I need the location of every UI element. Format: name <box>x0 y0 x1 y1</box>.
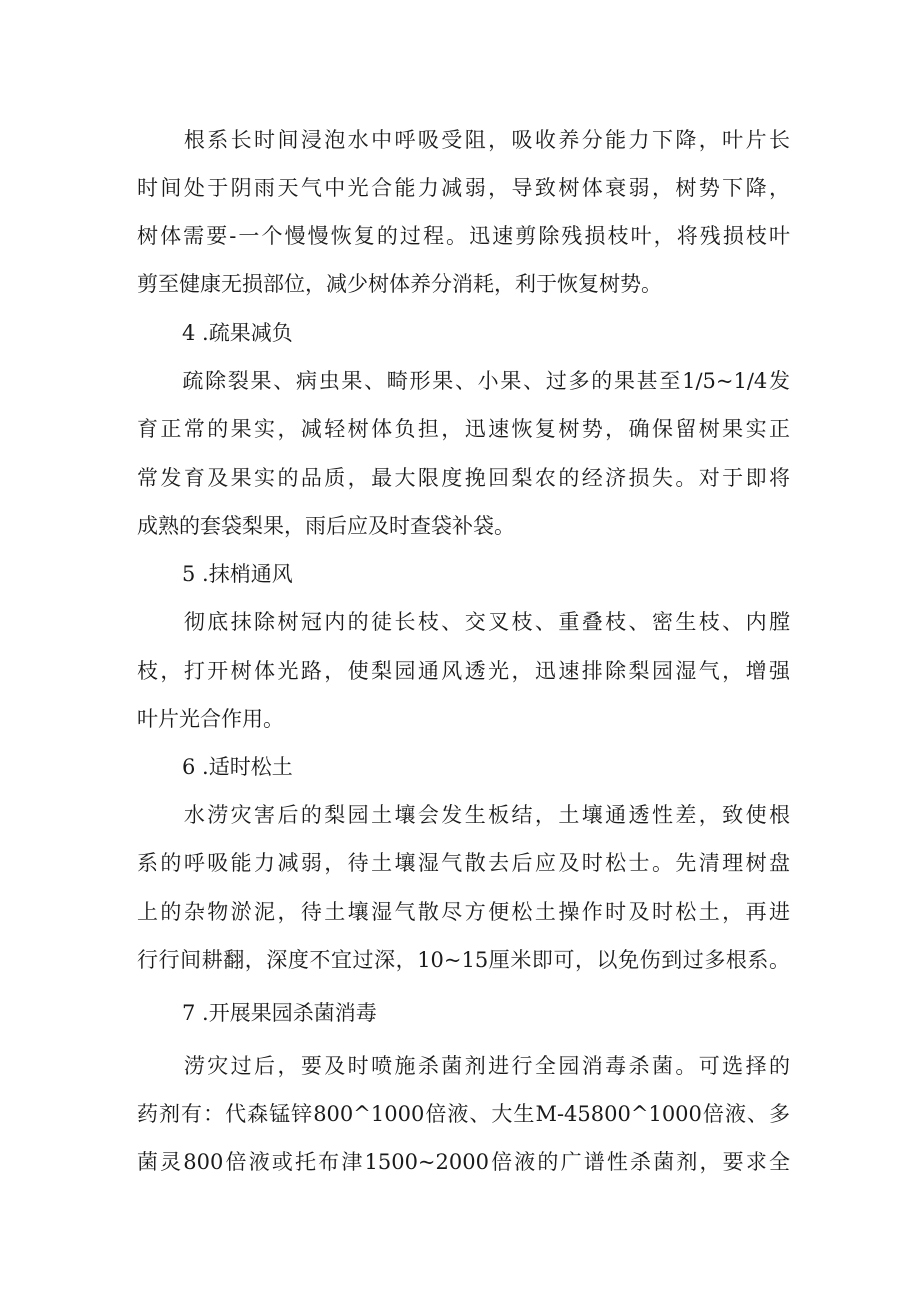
paragraph-7-line-3: 菌灵800倍液或托布津1500~2000倍液的广谱性杀菌剂，要求全 <box>137 1150 790 1174</box>
paragraph-7-line-2: 药剂有：代森锰锌800^1000倍液、大生M-45800^1000倍液、多 <box>137 1102 790 1126</box>
paragraph-4-line-3: 常发育及果实的品质，最大限度挽回梨农的经济损失。对于即将 <box>137 466 790 490</box>
paragraph-6-line-3: 上的杂物淤泥，待土壤湿气散尽方便松土操作时及时松土，再进 <box>137 900 790 924</box>
paragraph-1-line-3: 树体需要-一个慢慢恢复的过程。迅速剪除残损枝叶，将残损枝叶 <box>137 224 790 248</box>
section-heading-5: 5 .抹梢通风 <box>182 562 293 586</box>
paragraph-7-line-1: 涝灾过后，要及时喷施杀菌剂进行全园消毒杀菌。可选择的 <box>137 1054 790 1078</box>
paragraph-4-line-1: 疏除裂果、病虫果、畸形果、小果、过多的果甚至1∕5~1∕4发 <box>137 369 790 393</box>
paragraph-5-line-2: 枝，打开树体光路，使梨园通风透光，迅速排除梨园湿气，增强 <box>137 659 790 683</box>
paragraph-4-line-2: 育正常的果实，减轻树体负担，迅速恢复树势，确保留树果实正 <box>137 417 790 441</box>
paragraph-6-line-4: 行行间耕翻，深度不宜过深，10~15厘米即可，以免伤到过多根系。 <box>137 948 790 972</box>
paragraph-6-line-1: 水涝灾害后的梨园土壤会发生板结，土壤通透性差，致使根 <box>137 803 790 827</box>
paragraph-1-line-4: 剪至健康无损部位，减少树体养分消耗，利于恢复树势。 <box>137 272 662 296</box>
paragraph-1-line-1: 根系长时间浸泡水中呼吸受阻，吸收养分能力下降，叶片长 <box>137 128 790 152</box>
section-heading-7: 7 .开展果园杀菌消毒 <box>182 1001 377 1025</box>
paragraph-5-line-1: 彻底抹除树冠内的徒长枝、交叉枝、重叠枝、密生枝、内膛 <box>137 610 790 634</box>
section-heading-6: 6 .适时松土 <box>182 755 293 779</box>
paragraph-5-line-3: 叶片光合作用。 <box>137 707 284 731</box>
paragraph-6-line-2: 系的呼吸能力减弱，待土壤湿气散去后应及时松士。先清理树盘 <box>137 851 790 875</box>
paragraph-1-line-2: 时间处于阴雨天气中光合能力减弱，导致树体衰弱，树势下降， <box>137 176 790 200</box>
paragraph-4-line-4: 成熟的套袋梨果，雨后应及时查袋补袋。 <box>137 514 515 538</box>
section-heading-4: 4 .疏果减负 <box>182 321 293 345</box>
